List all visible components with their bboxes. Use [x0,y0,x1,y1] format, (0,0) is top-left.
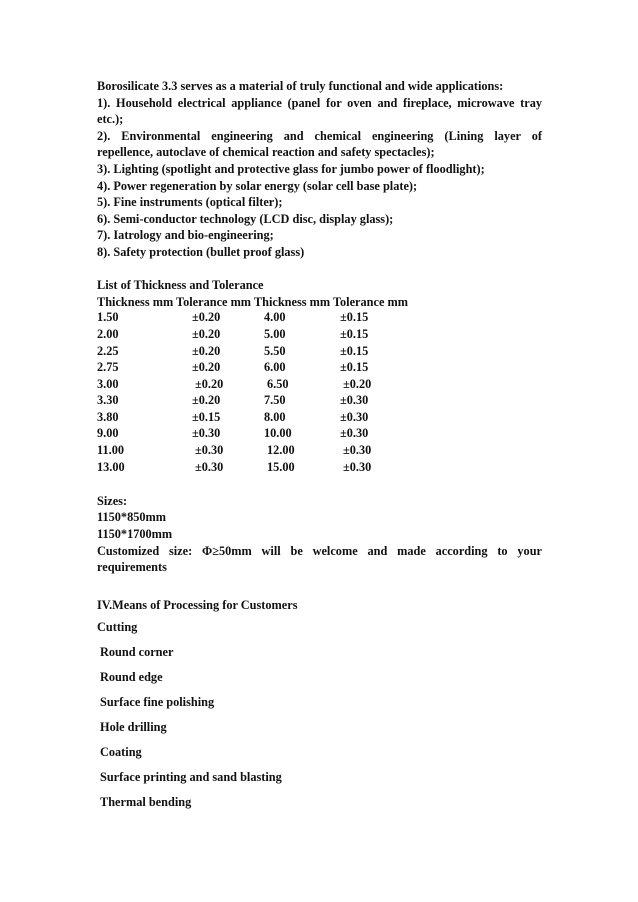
sizes-title: Sizes: [97,493,128,508]
table-cell: ±0.30 [195,443,224,458]
processing-item: Thermal bending [100,795,192,810]
size-item: 1150*850mm [97,510,166,525]
application-item: 3). Lighting (spotlight and protective glass for jumbo power of floodlight); [97,161,485,176]
table-cell: ±0.15 [340,310,369,325]
table-cell: ±0.15 [340,360,369,375]
table-cell: 3.80 [97,409,119,424]
table-cell: ±0.30 [343,443,372,458]
custom-size-text: requirements [97,560,167,575]
table-cell: 1.50 [97,310,119,325]
table-cell: ±0.20 [343,376,372,391]
table-row [97,360,542,377]
processing-item: Surface printing and sand blasting [100,770,282,785]
table-row [97,393,542,410]
table-cell: 4.00 [264,310,286,325]
table-cell: ±0.15 [340,326,369,341]
table-cell: ±0.15 [340,343,369,358]
table-cell: 7.50 [264,393,286,408]
application-item: 2). Environmental engineering and chemical engineering (Lining layer of [97,128,542,143]
table-cell: 3.00 [97,376,119,391]
table-cell: ±0.30 [195,459,224,474]
table-cell: ±0.15 [192,409,221,424]
table-cell: ±0.20 [192,326,221,341]
table-row [97,443,542,460]
table-cell: ±0.20 [192,310,221,325]
application-item: 5). Fine instruments (optical filter); [97,195,283,210]
processing-item: Coating [100,745,142,760]
size-item: 1150*1700mm [97,527,173,542]
processing-item: Round edge [100,670,163,685]
table-cell: ±0.30 [343,459,372,474]
application-item: etc.); [97,112,124,127]
table-cell: 8.00 [264,409,286,424]
table-cell: 3.30 [97,393,119,408]
table-cell: 2.00 [97,326,119,341]
application-item: 8). Safety protection (bullet proof glass) [97,244,305,259]
document-page [97,78,542,815]
table-cell: 11.00 [97,443,124,458]
application-item: 7). Iatrology and bio-engineering; [97,228,274,243]
custom-size-text: Customized size: Φ≥50mm will be welcome and made according to your [97,543,542,558]
table-cell: 6.00 [264,360,286,375]
thickness-section-title: List of Thickness and Tolerance [97,278,264,293]
table-cell: 5.50 [264,343,286,358]
table-cell: ±0.20 [192,343,221,358]
table-cell: ±0.30 [340,426,369,441]
table-cell: 2.25 [97,343,119,358]
table-row [97,410,542,427]
intro-text: Borosilicate 3.3 serves as a material of truly functional and wide applications: [97,79,504,93]
table-cell: 15.00 [267,459,295,474]
thickness-table [97,310,542,476]
application-item: 1). Household electrical appliance (panel for oven and fireplace, microwave tray [97,95,542,110]
table-row [97,426,542,443]
table-row [97,377,542,394]
processing-item: Hole drilling [100,720,167,735]
table-cell: 5.00 [264,326,286,341]
table-cell: ±0.30 [340,409,369,424]
processing-item: Round corner [100,645,174,660]
table-cell: 13.00 [97,459,125,474]
table-cell: 12.00 [267,443,295,458]
thickness-table-header: Thickness mm Tolerance mm Thickness mm Tolerance mm [97,294,408,309]
application-item: 4). Power regeneration by solar energy (solar cell base plate); [97,178,418,193]
table-cell: ±0.20 [195,376,224,391]
table-row [97,327,542,344]
table-cell: ±0.20 [192,360,221,375]
application-item: 6). Semi-conductor technology (LCD disc, display glass); [97,211,394,226]
processing-item: Surface fine polishing [100,695,215,710]
table-cell: 2.75 [97,360,119,375]
table-row [97,344,542,361]
table-row [97,310,542,327]
table-cell: 6.50 [267,376,289,391]
table-cell: 10.00 [264,426,292,441]
table-cell: 9.00 [97,426,119,441]
table-cell: ±0.30 [192,426,221,441]
processing-item: Cutting [97,620,138,635]
table-row [97,460,542,477]
table-cell: ±0.30 [340,393,369,408]
application-item: repellence, autoclave of chemical reaction and safety spectacles); [97,145,435,160]
table-cell: ±0.20 [192,393,221,408]
processing-title: IV.Means of Processing for Customers [97,598,298,613]
